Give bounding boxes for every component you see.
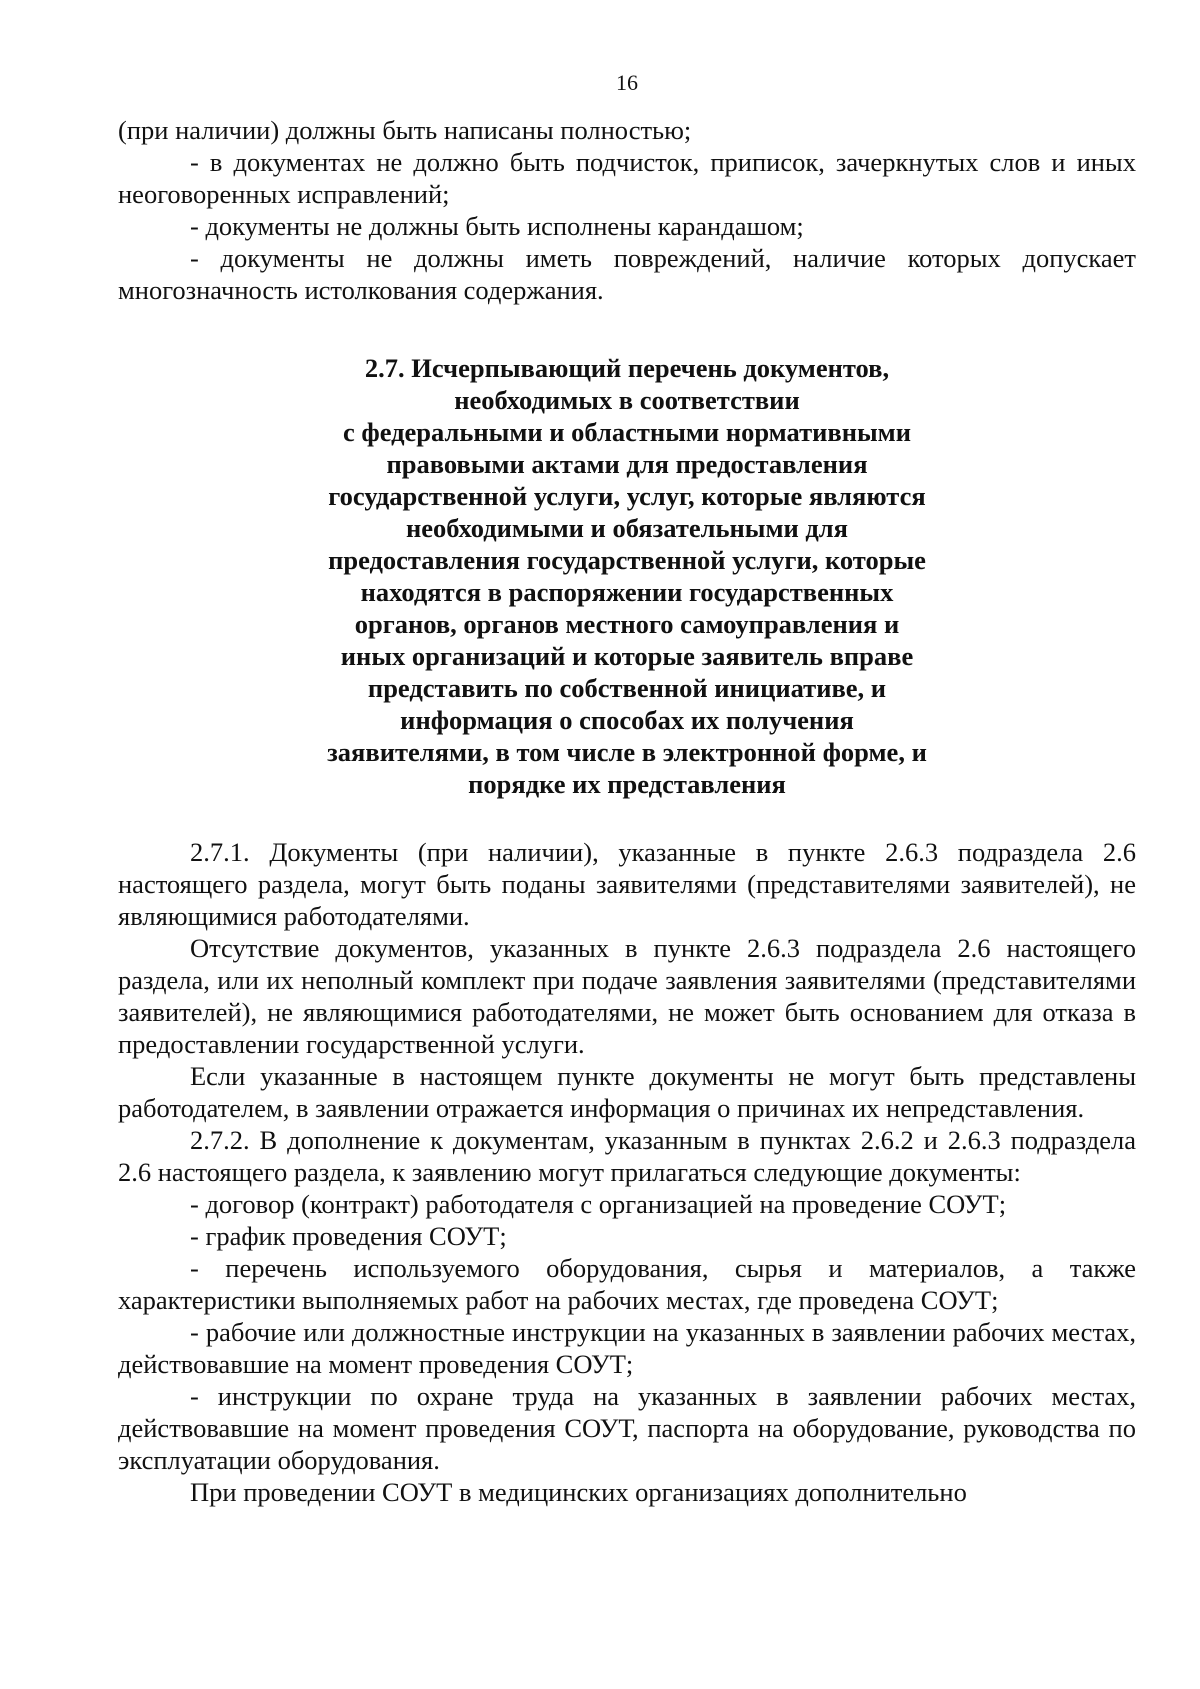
heading-line-7: предоставления государственной услуги, которые <box>328 545 926 575</box>
heading-line-3: с федеральными и областными нормативными <box>342 417 911 447</box>
body-paragraph-8: - рабочие или должностные инструкции на указанных в заявлении рабочих местах, действовавшие на момент проведения СОУТ; <box>118 1317 1136 1379</box>
body-paragraph-10: При проведении СОУТ в медицинских организациях дополнительно <box>190 1477 967 1507</box>
body-block <box>118 836 1136 1508</box>
body-paragraph-1: 2.7.1. Документы (при наличии), указанные в пункте 2.6.3 подраздела 2.6 настоящего раздела, могут быть поданы заявителями (представителями заявителей), не являющимися работодателями. <box>118 837 1136 931</box>
body-paragraph-2: Отсутствие документов, указанных в пункте 2.6.3 подраздела 2.6 настоящего раздела, или их неполный комплект при подаче заявления заявителями (представителями заявителей), не являющимися работодателями, не может быть основанием для отказа в предоставлении государственной услуги. <box>118 933 1136 1059</box>
intro-paragraph-4: - документы не должны иметь повреждений, наличие которых допускает многозначность истолкования содержания. <box>118 243 1136 305</box>
intro-paragraph-1: (при наличии) должны быть написаны полностью; <box>118 115 692 145</box>
body-paragraph-5: - договор (контракт) работодателя с организацией на проведение СОУТ; <box>190 1189 1007 1219</box>
heading-line-8: находятся в распоряжении государственных <box>360 577 894 607</box>
heading-line-13: заявителями, в том числе в электронной форме, и <box>327 737 927 767</box>
body-paragraph-9: - инструкции по охране труда на указанных в заявлении рабочих местах, действовавшие на момент проведения СОУТ, паспорта на оборудование, руководства по эксплуатации оборудования. <box>118 1381 1136 1475</box>
heading-line-11: представить по собственной инициативе, и <box>367 673 887 703</box>
intro-block <box>118 114 1136 306</box>
body-paragraph-7: - перечень используемого оборудования, сырья и материалов, а также характеристики выполняемых работ на рабочих местах, где проведена СОУТ; <box>118 1253 1136 1315</box>
heading-line-1: 2.7. Исчерпывающий перечень документов, <box>364 353 890 383</box>
heading-line-10: иных организаций и которые заявитель вправе <box>340 641 914 671</box>
intro-paragraph-2: - в документах не должно быть подчисток, приписок, зачеркнутых слов и иных неоговоренных исправлений; <box>118 147 1136 209</box>
heading-line-9: органов, органов местного самоуправления и <box>354 609 900 639</box>
body-paragraph-3: Если указанные в настоящем пункте документы не могут быть представлены работодателем, в заявлении отражается информация о причинах их непредставления. <box>118 1061 1136 1123</box>
page-number: 16 <box>616 70 638 95</box>
heading-line-6: необходимыми и обязательными для <box>405 513 849 543</box>
section-heading <box>267 352 987 800</box>
heading-line-2: необходимых в соответствии <box>454 385 800 415</box>
heading-line-14: порядке их представления <box>468 769 786 799</box>
heading-line-12: информация о способах их получения <box>400 705 854 735</box>
intro-paragraph-3: - документы не должны быть исполнены карандашом; <box>190 211 804 241</box>
document-page <box>118 70 1136 1508</box>
body-paragraph-4: 2.7.2. В дополнение к документам, указанным в пунктах 2.6.2 и 2.6.3 подраздела 2.6 настоящего раздела, к заявлению могут прилагаться следующие документы: <box>118 1125 1136 1187</box>
heading-line-4: правовыми актами для предоставления <box>386 449 868 479</box>
body-paragraph-6: - график проведения СОУТ; <box>190 1221 507 1251</box>
heading-line-5: государственной услуги, услуг, которые являются <box>328 481 926 511</box>
